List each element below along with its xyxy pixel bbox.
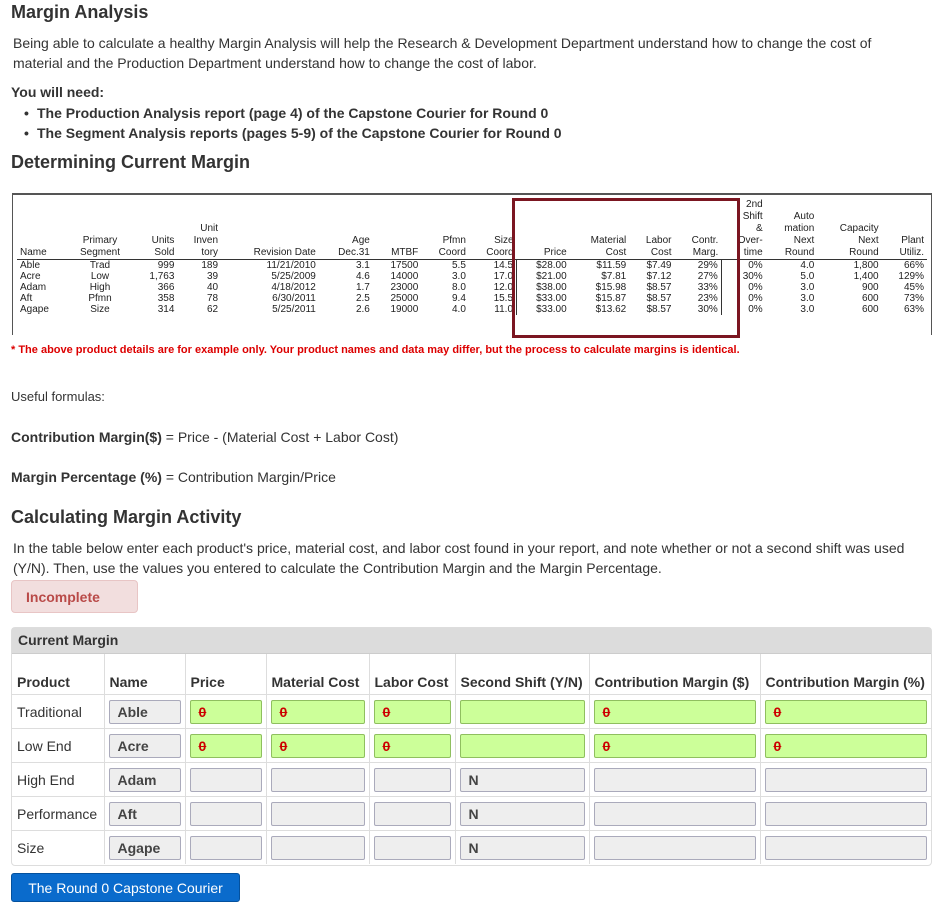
useful-formulas-label: Useful formulas: bbox=[11, 389, 105, 404]
input-cell bbox=[369, 831, 455, 865]
report-cell: 30% bbox=[721, 271, 765, 282]
report-row bbox=[17, 304, 927, 315]
page-title: Margin Analysis bbox=[11, 2, 149, 22]
material-input bbox=[271, 802, 365, 826]
report-cell: Pfmn bbox=[88, 293, 112, 304]
input-cell bbox=[266, 763, 369, 797]
report-cell: Trad bbox=[89, 260, 111, 271]
need-item: • The Segment Analysis reports (pages 5-9) of the Capstone Courier for Round 0 bbox=[37, 123, 562, 143]
report-header-line: Capacity bbox=[839, 223, 879, 234]
report-header-line: Unit bbox=[200, 223, 219, 234]
pct-input bbox=[765, 768, 928, 792]
cm-input bbox=[594, 802, 756, 826]
report-header-line: Name bbox=[20, 247, 47, 258]
report-cell: 366 bbox=[157, 282, 175, 293]
pct-value: 0 bbox=[773, 703, 782, 720]
report-cell: 4.0 bbox=[452, 304, 466, 315]
report-cell: 29% bbox=[697, 260, 718, 271]
name-cell bbox=[104, 831, 185, 865]
input-cell bbox=[185, 831, 266, 865]
report-cell: 39 bbox=[206, 271, 219, 282]
report-cell: $8.57 bbox=[646, 293, 672, 304]
report-cell: 1,763 bbox=[149, 271, 175, 282]
cm-value: 0 bbox=[602, 703, 611, 720]
input-cell bbox=[185, 729, 266, 763]
input-cell bbox=[185, 797, 266, 831]
report-row bbox=[17, 293, 927, 304]
product-name-field: Agape bbox=[109, 836, 181, 860]
report-header-line: Marg. bbox=[692, 247, 719, 258]
product-name-field: Aft bbox=[109, 802, 181, 826]
highlight-box bbox=[512, 198, 740, 338]
input-cell bbox=[369, 729, 455, 763]
report-cell: 14.5 bbox=[493, 260, 514, 271]
table-row bbox=[12, 695, 931, 729]
column-header: Material Cost bbox=[266, 654, 369, 695]
report-header-line: Over- bbox=[737, 235, 763, 246]
report-row bbox=[17, 271, 927, 282]
input-cell bbox=[369, 763, 455, 797]
input-cell bbox=[589, 763, 760, 797]
report-header-line: time bbox=[743, 247, 763, 258]
product-label: Traditional bbox=[12, 695, 104, 729]
labor-input bbox=[374, 836, 451, 860]
report-cell: Low bbox=[90, 271, 110, 282]
report-header-line: tory bbox=[201, 247, 219, 258]
current-margin-panel bbox=[11, 627, 932, 866]
report-cell: 999 bbox=[157, 260, 175, 271]
report-header-line: Round bbox=[849, 247, 879, 258]
panel-title: Current Margin bbox=[12, 628, 931, 654]
product-label: Performance bbox=[12, 797, 104, 831]
column-header: Second Shift (Y/N) bbox=[455, 654, 589, 695]
cm-input[interactable] bbox=[594, 700, 756, 724]
pct-input bbox=[765, 836, 928, 860]
report-cell: $38.00 bbox=[517, 282, 570, 293]
formula-expression: = Contribution Margin/Price bbox=[161, 469, 336, 485]
report-cell: Aft bbox=[20, 293, 33, 304]
need-list bbox=[37, 103, 562, 143]
need-label: You will need: bbox=[11, 84, 105, 100]
report-cell: $7.12 bbox=[646, 271, 672, 282]
name-cell bbox=[104, 763, 185, 797]
report-header-line: MTBF bbox=[391, 247, 419, 258]
report-cell: $28.00 bbox=[517, 260, 570, 272]
material-value: 0 bbox=[279, 703, 288, 720]
shift-value: N bbox=[468, 805, 479, 822]
name-cell bbox=[104, 695, 185, 729]
report-header-line: mation bbox=[784, 223, 815, 234]
report-header-line: & bbox=[756, 223, 763, 234]
current-margin-heading: Determining Current Margin bbox=[11, 152, 251, 172]
price-value: 0 bbox=[198, 703, 207, 720]
shift-input bbox=[460, 768, 585, 792]
input-cell bbox=[369, 797, 455, 831]
report-cell: 30% bbox=[697, 304, 718, 315]
report-cell: 45% bbox=[903, 282, 924, 293]
formula-percentage bbox=[11, 469, 336, 485]
product-label: Low End bbox=[12, 729, 104, 763]
name-cell bbox=[104, 797, 185, 831]
labor-input bbox=[374, 802, 451, 826]
table-row bbox=[12, 763, 931, 797]
input-cell bbox=[589, 729, 760, 763]
shift-input bbox=[460, 836, 585, 860]
report-cell: 11.0 bbox=[494, 304, 514, 315]
shift-input[interactable] bbox=[460, 734, 585, 758]
product-label: High End bbox=[12, 763, 104, 797]
input-cell bbox=[266, 729, 369, 763]
material-input[interactable] bbox=[271, 734, 365, 758]
report-header bbox=[882, 199, 927, 260]
report-cell: $11.59 bbox=[596, 260, 627, 271]
column-header: Name bbox=[104, 654, 185, 695]
report-header-line: Next bbox=[793, 235, 815, 246]
report-header-line: Next bbox=[858, 235, 879, 246]
report-header-line: Age bbox=[352, 235, 370, 246]
report-cell: 23% bbox=[697, 293, 718, 304]
report-header-line: Pfmn bbox=[442, 235, 466, 246]
report-cell: 0% bbox=[721, 282, 765, 293]
shift-value: N bbox=[468, 771, 479, 788]
input-cell bbox=[266, 797, 369, 831]
report-header bbox=[469, 199, 517, 260]
report-cell: 40 bbox=[206, 282, 219, 293]
input-cell bbox=[185, 695, 266, 729]
input-cell bbox=[589, 797, 760, 831]
report-header-line: Primary bbox=[82, 235, 118, 246]
report-cell: 8.0 bbox=[452, 282, 466, 293]
report-header-line: Dec.31 bbox=[338, 247, 370, 258]
pct-input bbox=[765, 802, 928, 826]
report-cell: 3.1 bbox=[355, 260, 370, 271]
capstone-courier-button[interactable]: The Round 0 Capstone Courier bbox=[11, 873, 240, 902]
intro-text: Being able to calculate a healthy Margin Analysis will help the Research & Development Department understand how to change the cost of material and the Production Department understand how to change the cost of labor. bbox=[13, 35, 872, 71]
input-cell bbox=[760, 729, 931, 763]
report-header-line: Shift bbox=[742, 211, 763, 222]
report-cell: 1,800 bbox=[853, 260, 879, 271]
report-cell: 2.5 bbox=[355, 293, 370, 304]
input-cell bbox=[760, 695, 931, 729]
report-cell: 0% bbox=[721, 260, 765, 272]
labor-value: 0 bbox=[382, 737, 391, 754]
column-header: Labor Cost bbox=[369, 654, 455, 695]
input-cell bbox=[266, 831, 369, 865]
report-cell: 73% bbox=[903, 293, 924, 304]
material-value: 0 bbox=[279, 737, 288, 754]
report-cell: $13.62 bbox=[595, 304, 627, 315]
status-badge: Incomplete bbox=[11, 580, 138, 613]
report-header-line: Round bbox=[784, 247, 815, 258]
report-cell: 25000 bbox=[390, 293, 419, 304]
report-header-line: Utiliz. bbox=[899, 247, 924, 258]
material-input bbox=[271, 768, 365, 792]
pct-input[interactable] bbox=[765, 700, 928, 724]
report-cell: $8.57 bbox=[646, 282, 672, 293]
table-row bbox=[12, 797, 931, 831]
labor-input[interactable] bbox=[374, 734, 451, 758]
report-cell: 3.0 bbox=[800, 282, 815, 293]
report-cell: 1.7 bbox=[355, 282, 370, 293]
input-cell bbox=[760, 763, 931, 797]
report-cell: 17.0 bbox=[493, 271, 514, 282]
formula-contribution bbox=[11, 429, 398, 445]
example-note: * The above product details are for example only. Your product names and data may differ, but the process to calculate margins is identical. bbox=[11, 344, 740, 356]
price-input bbox=[190, 802, 262, 826]
labor-value: 0 bbox=[382, 703, 391, 720]
report-cell: 3.0 bbox=[452, 271, 466, 282]
report-cell: Able bbox=[20, 260, 41, 271]
report-cell: $8.57 bbox=[646, 304, 672, 315]
input-cell bbox=[266, 695, 369, 729]
cm-input bbox=[594, 836, 756, 860]
report-header-line: Labor bbox=[645, 235, 672, 246]
material-input[interactable] bbox=[271, 700, 365, 724]
calc-description: In the table below enter each product's price, material cost, and labor cost found in your report, and note whether or not a second shift was used (Y/N). Then, use the values you entered to calculate the Contribution Margin and the Margin Percentage. bbox=[13, 540, 905, 576]
report-cell: $7.49 bbox=[646, 260, 672, 271]
need-item: • The Production Analysis report (page 4) of the Capstone Courier for Round 0 bbox=[37, 103, 562, 123]
report-header bbox=[817, 199, 881, 260]
report-cell: 78 bbox=[206, 293, 219, 304]
report-cell: $15.87 bbox=[595, 293, 627, 304]
cm-input bbox=[594, 768, 756, 792]
report-header bbox=[67, 199, 133, 260]
material-input bbox=[271, 836, 365, 860]
report-header-line: Auto bbox=[793, 211, 815, 222]
formula-term: Margin Percentage (%) bbox=[11, 469, 162, 485]
calc-heading: Calculating Margin Activity bbox=[11, 507, 242, 527]
pct-value: 0 bbox=[773, 737, 782, 754]
report-cell: 358 bbox=[157, 293, 175, 304]
report-cell: 5.0 bbox=[800, 271, 815, 282]
report-cell: 23000 bbox=[390, 282, 419, 293]
report-header-line: Sold bbox=[154, 247, 175, 258]
report-header-line: Cost bbox=[650, 247, 672, 258]
report-cell: 4.6 bbox=[355, 271, 370, 282]
report-cell: 17500 bbox=[390, 260, 419, 271]
report-cell: 4.0 bbox=[800, 260, 815, 271]
labor-input bbox=[374, 768, 451, 792]
input-cell bbox=[455, 729, 589, 763]
report-header-line: Size bbox=[494, 235, 514, 246]
report-cell: $33.00 bbox=[517, 293, 570, 304]
report-excerpt bbox=[12, 193, 932, 335]
report-cell: 3.0 bbox=[800, 304, 815, 315]
report-cell: $33.00 bbox=[517, 304, 570, 315]
report-cell: 14000 bbox=[390, 271, 419, 282]
report-cell: $7.81 bbox=[601, 271, 627, 282]
input-cell bbox=[369, 695, 455, 729]
report-header bbox=[221, 199, 319, 260]
report-cell: Acre bbox=[20, 271, 41, 282]
column-header: Product bbox=[12, 654, 104, 695]
report-cell: 66% bbox=[903, 260, 924, 271]
report-header bbox=[421, 199, 469, 260]
report-cell: 1,400 bbox=[853, 271, 879, 282]
report-cell: 3.0 bbox=[800, 293, 815, 304]
report-header-line: Contr. bbox=[691, 235, 719, 246]
input-cell bbox=[760, 797, 931, 831]
report-header-line: Material bbox=[590, 235, 627, 246]
report-cell: 600 bbox=[861, 293, 879, 304]
report-header bbox=[17, 199, 67, 260]
column-header: Price bbox=[185, 654, 266, 695]
report-cell: 2.6 bbox=[355, 304, 370, 315]
report-header-line: Cost bbox=[605, 247, 627, 258]
report-header bbox=[766, 199, 818, 260]
input-cell bbox=[185, 763, 266, 797]
report-cell: 62 bbox=[206, 304, 219, 315]
price-value: 0 bbox=[198, 737, 207, 754]
column-header: Contribution Margin ($) bbox=[589, 654, 760, 695]
report-header bbox=[177, 199, 221, 260]
price-input[interactable] bbox=[190, 700, 262, 724]
name-cell bbox=[104, 729, 185, 763]
report-cell: 11/21/2010 bbox=[266, 260, 316, 271]
report-cell: 19000 bbox=[390, 304, 419, 315]
report-cell: 900 bbox=[861, 282, 879, 293]
report-cell: Agape bbox=[20, 304, 49, 315]
report-cell: 15.5 bbox=[493, 293, 514, 304]
report-header-line: Units bbox=[151, 235, 175, 246]
column-header: Contribution Margin (%) bbox=[760, 654, 931, 695]
report-cell: 33% bbox=[697, 282, 718, 293]
report-cell: 27% bbox=[697, 271, 718, 282]
report-cell: 5/25/2011 bbox=[272, 304, 316, 315]
report-header bbox=[373, 199, 421, 260]
price-input[interactable] bbox=[190, 734, 262, 758]
formula-term: Contribution Margin($) bbox=[11, 429, 162, 445]
report-header bbox=[133, 199, 177, 260]
pct-input[interactable] bbox=[765, 734, 928, 758]
report-header-line: Price bbox=[543, 247, 567, 258]
report-cell: 9.4 bbox=[452, 293, 466, 304]
product-name-field: Adam bbox=[109, 768, 181, 792]
report-cell: 314 bbox=[157, 304, 175, 315]
report-header-line: Plant bbox=[901, 235, 924, 246]
price-input bbox=[190, 836, 262, 860]
labor-input[interactable] bbox=[374, 700, 451, 724]
report-header-line: Inven bbox=[193, 235, 219, 246]
report-table bbox=[17, 199, 927, 315]
cm-input[interactable] bbox=[594, 734, 756, 758]
input-cell bbox=[455, 763, 589, 797]
report-cell: 4/18/2012 bbox=[271, 282, 316, 293]
report-cell: $21.00 bbox=[517, 271, 570, 282]
report-cell: Size bbox=[90, 304, 110, 315]
report-row bbox=[17, 282, 927, 293]
input-cell bbox=[455, 797, 589, 831]
report-cell: 129% bbox=[898, 271, 924, 282]
product-name-field: Acre bbox=[109, 734, 181, 758]
report-header-line: Segment bbox=[79, 247, 121, 258]
formula-expression: = Price - (Material Cost + Labor Cost) bbox=[161, 429, 399, 445]
report-cell: 600 bbox=[861, 304, 879, 315]
price-input bbox=[190, 768, 262, 792]
shift-value: N bbox=[468, 839, 479, 856]
product-label: Size bbox=[12, 831, 104, 865]
input-cell bbox=[455, 831, 589, 865]
report-cell: $15.98 bbox=[595, 282, 627, 293]
input-cell bbox=[455, 695, 589, 729]
product-name-field: Able bbox=[109, 700, 181, 724]
report-cell: 5.5 bbox=[452, 260, 466, 271]
report-cell: Adam bbox=[20, 282, 47, 293]
report-header-line: Coord bbox=[486, 247, 514, 258]
shift-input bbox=[460, 802, 585, 826]
report-header-line: 2nd bbox=[746, 199, 763, 210]
report-cell: 0% bbox=[721, 293, 765, 304]
report-cell: High bbox=[89, 282, 111, 293]
table-row bbox=[12, 729, 931, 763]
report-cell: 63% bbox=[903, 304, 924, 315]
report-cell: 0% bbox=[721, 304, 765, 315]
report-cell: 189 bbox=[201, 260, 219, 271]
cm-value: 0 bbox=[602, 737, 611, 754]
input-cell bbox=[760, 831, 931, 865]
report-header-line: Coord bbox=[438, 247, 466, 258]
margin-table bbox=[12, 654, 931, 864]
report-row bbox=[17, 260, 927, 272]
report-cell: 12.0 bbox=[493, 282, 514, 293]
report-cell: 5/25/2009 bbox=[271, 271, 316, 282]
input-cell bbox=[589, 695, 760, 729]
report-cell: 6/30/2011 bbox=[272, 293, 316, 304]
report-header bbox=[319, 199, 373, 260]
input-cell bbox=[589, 831, 760, 865]
shift-input[interactable] bbox=[460, 700, 585, 724]
report-header-line: Revision Date bbox=[253, 247, 316, 258]
table-row bbox=[12, 831, 931, 865]
